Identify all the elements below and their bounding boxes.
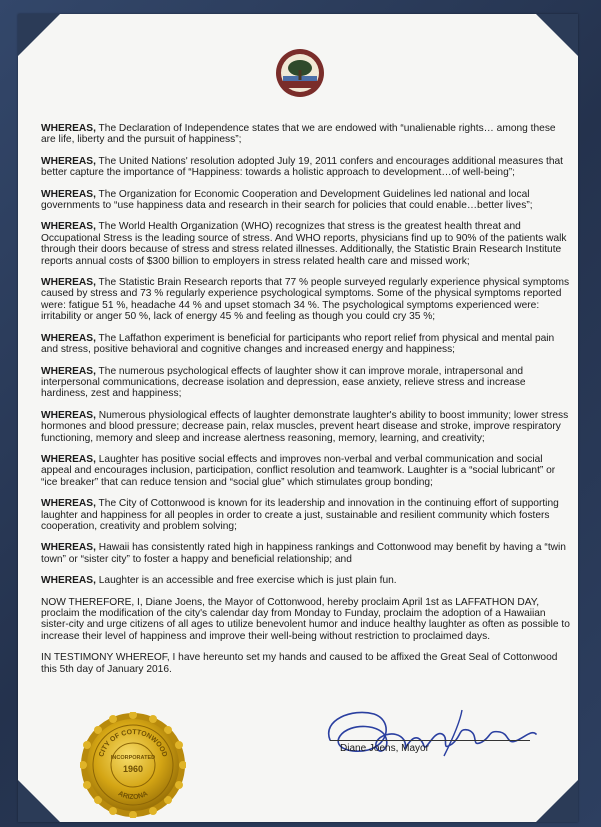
whereas-lead: WHEREAS,	[41, 188, 96, 200]
clause-text: Hawaii has consistently rated high in happiness rankings and Cottonwood may benefit by having a “twin town” or “sister city” to foster a happy and beneficial relationship; and	[41, 542, 566, 565]
whereas-clause	[41, 542, 573, 565]
whereas-lead: WHEREAS,	[41, 277, 96, 289]
whereas-lead: WHEREAS,	[41, 221, 96, 233]
proclamation-body	[41, 123, 573, 685]
whereas-lead: WHEREAS,	[41, 409, 96, 421]
clause-text: The Laffathon experiment is beneficial for participants who report relief from physical and mental pain and stress, positive behavioral and cognitive changes and increased energy and happiness;	[41, 332, 555, 356]
seal-ring-top: CITY OF COTTONWOOD	[98, 728, 168, 758]
whereas-lead: WHEREAS,	[41, 542, 96, 554]
whereas-clause	[41, 189, 573, 212]
whereas-lead: WHEREAS,	[41, 123, 96, 134]
whereas-clause	[41, 333, 573, 356]
clause-text: The World Health Organization (WHO) recognizes that stress is the greatest health threat and Occupational Stress is the leading source of stress. And WHO reports, physicians find up to 90% of the patients walk through their doors because of stress and stress related illnesses. Additionally, the Statistic Brain Research Institute reports annual costs of $300 billion to employers in stress related health care and missed work;	[41, 221, 567, 267]
clause-text: The United Nations' resolution adopted July 19, 2011 confers and encourages additional measures that better capture the importance of “Happiness: towards a holistic approach to development…of well-being”;	[41, 155, 564, 179]
signer-name: Diane Joens, Mayor	[340, 743, 429, 754]
testimony-statement: IN TESTIMONY WHEREOF, I have hereunto set my hands and caused to be affixed the Great Seal of Cottonwood this 5th day of January 2016.	[41, 652, 558, 675]
whereas-clause	[41, 221, 573, 267]
frame-corner	[536, 780, 578, 822]
whereas-lead: WHEREAS,	[41, 365, 96, 377]
whereas-clause	[41, 410, 573, 444]
whereas-clause	[41, 575, 573, 586]
frame-corner	[18, 780, 60, 822]
whereas-clause	[41, 454, 573, 488]
clause-text: Numerous physiological effects of laughter demonstrate laughter's ability to boost immunity; lower stress hormones and blood pressure; decrease pain, relax muscles, prevent heart disease and stroke, improve respiratory functioning, memory and sleep and increase alertness reasoning, memory, learning, and creativity;	[41, 409, 569, 444]
clause-text: The Declaration of Independence states that we are endowed with “unalienable rights… among these are life, liberty and the pursuit of happiness”;	[41, 123, 556, 146]
frame-corner	[536, 14, 578, 56]
clause-text: The numerous psychological effects of laughter show it can improve morale, intrapersonal and interpersonal communications, decrease isolation and depression, ease anxiety, relieve stress and increase hardiness, zest and happiness;	[41, 365, 526, 400]
seal-year: 1960	[122, 764, 144, 774]
whereas-lead: WHEREAS,	[41, 498, 96, 510]
whereas-clause	[41, 123, 573, 146]
clause-text: The City of Cottonwood is known for its leadership and innovation in the continuing effort of supporting laughter and happiness for all peoples in order to create a just, sustainable and resilient community which fosters cooperation, creativity and problem solving;	[41, 498, 559, 532]
whereas-clause	[41, 156, 573, 179]
frame-corner	[18, 14, 60, 56]
clause-text: Laughter is an accessible and free exercise which is just plain fun.	[95, 575, 397, 587]
city-emblem-icon	[275, 48, 325, 98]
clause-text: Laughter has positive social effects and improves non-verbal and verbal communication and social appeal and encourages inclusion, participation, conflict resolution and teamwork. Laughter is a “social lubricant” or “ice breaker” that can reduce tension and “social glue” which stimulates group bonding;	[41, 453, 556, 488]
city-seal-icon	[80, 712, 186, 818]
clause-text: The Organization for Economic Cooperation and Development Guidelines led national and local governments to “use happiness data and research in their search for policies that could enable…better lives”;	[41, 188, 533, 212]
signature-line	[330, 740, 530, 741]
whereas-clause	[41, 277, 573, 323]
whereas-lead: WHEREAS,	[41, 575, 96, 587]
whereas-clause	[41, 498, 573, 532]
whereas-lead: WHEREAS,	[41, 155, 96, 167]
whereas-lead: WHEREAS,	[41, 453, 96, 465]
whereas-clause	[41, 366, 573, 400]
whereas-lead: WHEREAS,	[41, 332, 96, 344]
seal-ring-bottom: ARIZONA	[116, 790, 150, 802]
seal-incorporated: INCORPORATED	[110, 755, 156, 761]
clause-text: The Statistic Brain Research reports that 77 % people surveyed regularly experience physical symptoms caused by stress and 73 % regularly experience psychological symptoms. Some of the physical symptoms reported were: fatigue 51 %, headache 44 % and upset stomach 34 %. The psychological symptoms experienced were: irritability or anger 50 %, lack of energy 45 % and feeling as though you could cry 35 %;	[41, 277, 570, 323]
proclamation-statement: NOW THEREFORE, I, Diane Joens, the Mayor of Cottonwood, hereby proclaim April 1st as LAFFATHON DAY, proclaim the modification of the city's calendar day from Monday to Funday, proclaim the adoption of a Hawaiian sister-city and urge citizens of all ages to utilize benevolent humor and induce healthy laughter as often as possible to increase their level of happiness and improve their well-being without restriction to proclaimed days.	[41, 596, 570, 642]
